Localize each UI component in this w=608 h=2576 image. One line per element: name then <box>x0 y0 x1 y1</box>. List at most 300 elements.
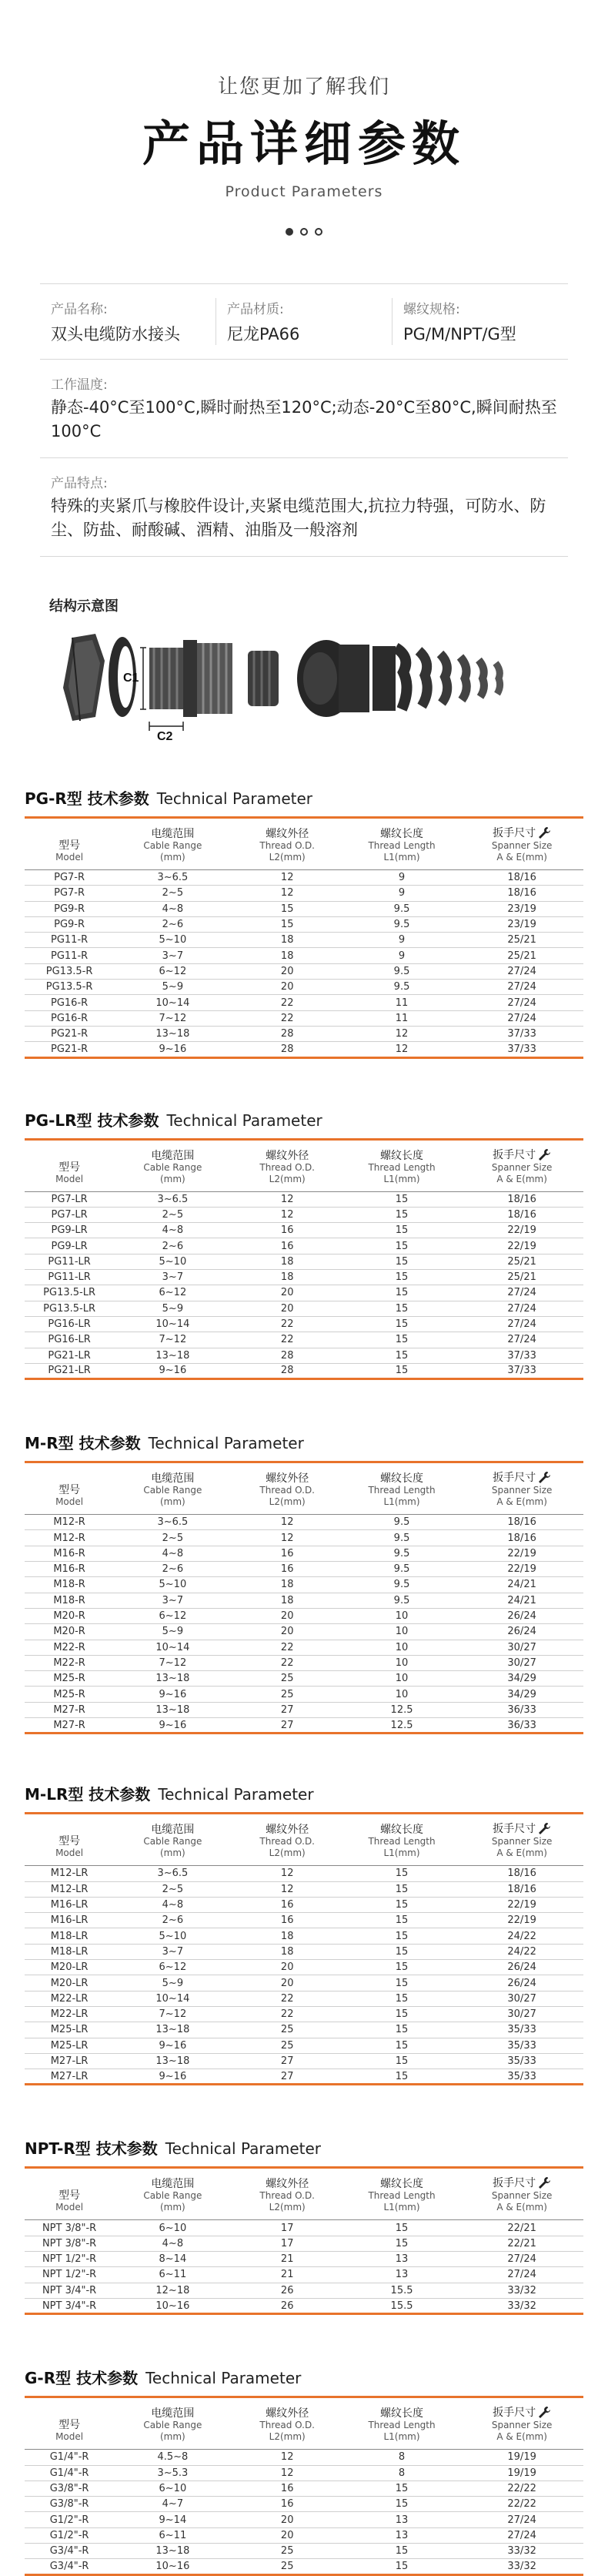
cell-spanner-size: 36/33 <box>460 1702 583 1717</box>
header-spanner-size: 扳手尺寸 Spanner Size A & E(mm) <box>460 2169 583 2220</box>
cell-cable-range: 3~6.5 <box>114 870 231 886</box>
cell-spanner-size: 18/16 <box>460 1881 583 1897</box>
cell-cable-range: 5~9 <box>114 980 231 995</box>
table-row <box>25 1702 583 1717</box>
section-title-en: Technical Parameter <box>158 1785 314 1804</box>
cell-model: PG11-R <box>25 933 114 948</box>
cell-thread-od: 22 <box>232 995 343 1010</box>
rubber-seal-icon <box>248 651 279 706</box>
wrench-icon <box>537 1822 551 1836</box>
cell-model: PG21-LR <box>25 1363 114 1378</box>
cell-model: NPT 1/2"-R <box>25 2267 114 2283</box>
name-value: 双头电缆防水接头 <box>51 325 180 343</box>
cell-thread-length: 9.5 <box>343 1577 460 1593</box>
cell-thread-od: 27 <box>232 2069 343 2085</box>
header-spanner-size: 扳手尺寸 Spanner Size A & E(mm) <box>460 2398 583 2450</box>
cell-thread-length: 10 <box>343 1640 460 1655</box>
cell-model: NPT 3/4"-R <box>25 2298 114 2313</box>
cell-model: NPT 3/8"-R <box>25 2236 114 2251</box>
page-title: 产品详细参数 <box>142 116 466 172</box>
table-row <box>25 963 583 979</box>
table-header <box>25 1141 583 1192</box>
table-row <box>25 901 583 916</box>
cell-spanner-size: 26/24 <box>460 1624 583 1640</box>
cell-model: PG16-R <box>25 1010 114 1026</box>
table-row <box>25 1285 583 1301</box>
cell-thread-length: 15 <box>343 1285 460 1301</box>
cell-model: G3/4"-R <box>25 2559 114 2574</box>
cell-thread-od: 15 <box>232 916 343 932</box>
cell-thread-od: 27 <box>232 2053 343 2069</box>
spec-table <box>25 1141 583 1381</box>
cell-thread-length: 15 <box>343 2497 460 2512</box>
cell-spanner-size: 23/19 <box>460 916 583 932</box>
table-row <box>25 1191 583 1207</box>
cell-cable-range: 7~12 <box>114 1010 231 1026</box>
cell-model: M16-R <box>25 1546 114 1561</box>
cell-thread-od: 20 <box>232 980 343 995</box>
table-row <box>25 2220 583 2236</box>
table-row <box>25 1928 583 1944</box>
cell-thread-od: 25 <box>232 1671 343 1687</box>
cell-model: PG7-R <box>25 870 114 886</box>
table-row <box>25 886 583 901</box>
spec-table <box>25 1463 583 1734</box>
cell-cable-range: 4~8 <box>114 2236 231 2251</box>
cell-cable-range: 13~18 <box>114 1702 231 1717</box>
cell-cable-range: 13~18 <box>114 1671 231 1687</box>
cell-spanner-size: 35/33 <box>460 2053 583 2069</box>
cable-gland-exploded-illustration <box>49 626 557 742</box>
cell-model: M22-R <box>25 1655 114 1670</box>
header-thread-od: 螺纹外径 Thread O.D. L2(mm) <box>232 2169 343 2220</box>
cell-model: M12-LR <box>25 1866 114 1881</box>
cell-thread-od: 28 <box>232 1348 343 1363</box>
lock-nut-icon <box>63 634 105 721</box>
cell-cable-range: 9~16 <box>114 1717 231 1733</box>
cell-spanner-size: 24/22 <box>460 1928 583 1944</box>
c2-label: C2 <box>157 730 173 743</box>
cell-thread-length: 13 <box>343 2527 460 2543</box>
cell-cable-range: 4~8 <box>114 1897 231 1912</box>
section-title <box>25 1108 583 1141</box>
cell-model: M18-LR <box>25 1944 114 1959</box>
table-row <box>25 2450 583 2465</box>
spec-section <box>25 786 583 1059</box>
cell-model: M25-LR <box>25 2038 114 2053</box>
table-row <box>25 1577 583 1593</box>
spec-table <box>25 2398 583 2575</box>
cell-spanner-size: 24/21 <box>460 1593 583 1608</box>
cell-model: PG9-LR <box>25 1238 114 1254</box>
dot <box>300 228 308 236</box>
table-row <box>25 1960 583 1975</box>
cell-cable-range: 9~16 <box>114 1042 231 1057</box>
cell-thread-length: 9.5 <box>343 1530 460 1546</box>
cell-spanner-size: 27/24 <box>460 1285 583 1301</box>
table-row <box>25 1363 583 1378</box>
cell-spanner-size: 24/21 <box>460 1577 583 1593</box>
section-title-en: Technical Parameter <box>145 2369 302 2388</box>
cell-model: M20-LR <box>25 1975 114 1991</box>
table-row <box>25 2022 583 2038</box>
table-row <box>25 1026 583 1041</box>
cell-thread-od: 12 <box>232 1515 343 1530</box>
header-model: 型号 Model <box>25 1814 114 1866</box>
table-row <box>25 948 583 963</box>
header-cable-range: 电缆范围 Cable Range (mm) <box>114 1463 231 1515</box>
gland-body-icon <box>149 640 232 717</box>
cell-thread-length: 9 <box>343 948 460 963</box>
spec-section <box>25 1108 583 1381</box>
cell-spanner-size: 23/19 <box>460 901 583 916</box>
table-row <box>25 2283 583 2298</box>
table-row <box>25 2465 583 2481</box>
table-row <box>25 2559 583 2574</box>
cell-model: M25-LR <box>25 2022 114 2038</box>
cell-thread-od: 20 <box>232 1960 343 1975</box>
table-row <box>25 1316 583 1332</box>
cell-spanner-size: 35/33 <box>460 2069 583 2085</box>
wrench-icon <box>537 1471 551 1485</box>
cell-thread-od: 16 <box>232 1223 343 1238</box>
info-row <box>40 283 568 360</box>
table-header <box>25 819 583 870</box>
header-thread-od: 螺纹外径 Thread O.D. L2(mm) <box>232 819 343 870</box>
info-name <box>40 298 215 345</box>
cell-spanner-size: 22/19 <box>460 1913 583 1928</box>
cell-thread-length: 9 <box>343 886 460 901</box>
table-row <box>25 995 583 1010</box>
cell-thread-length: 11 <box>343 995 460 1010</box>
cell-thread-length: 15 <box>343 1913 460 1928</box>
cell-model: PG13.5-R <box>25 980 114 995</box>
section-title <box>25 1782 583 1814</box>
cell-thread-length: 15 <box>343 2038 460 2053</box>
table-header <box>25 1814 583 1866</box>
cell-thread-length: 15 <box>343 1254 460 1269</box>
cell-spanner-size: 37/33 <box>460 1348 583 1363</box>
table-row <box>25 1608 583 1623</box>
header-thread-length: 螺纹长度 Thread Length L1(mm) <box>343 1141 460 1192</box>
cell-model: M18-R <box>25 1577 114 1593</box>
cell-cable-range: 3~7 <box>114 948 231 963</box>
cell-spanner-size: 27/24 <box>460 2267 583 2283</box>
spec-section <box>25 2366 583 2575</box>
table-row <box>25 1332 583 1348</box>
cell-model: PG11-LR <box>25 1254 114 1269</box>
cell-model: M12-LR <box>25 1881 114 1897</box>
table-row <box>25 2512 583 2527</box>
cell-spanner-size: 27/24 <box>460 995 583 1010</box>
cell-cable-range: 10~16 <box>114 2298 231 2313</box>
cell-model: M22-LR <box>25 2006 114 2022</box>
spec-table <box>25 2169 583 2315</box>
cell-spanner-size: 22/19 <box>460 1897 583 1912</box>
cell-cable-range: 6~12 <box>114 963 231 979</box>
cell-cable-range: 10~14 <box>114 1640 231 1655</box>
cell-thread-length: 9.5 <box>343 1546 460 1561</box>
table-header <box>25 2169 583 2220</box>
cell-cable-range: 6~12 <box>114 1608 231 1623</box>
table-row <box>25 1975 583 1991</box>
cell-cable-range: 13~18 <box>114 2022 231 2038</box>
table-row <box>25 1593 583 1608</box>
structure-title: 结构示意图 <box>49 598 119 615</box>
cell-cable-range: 13~18 <box>114 1026 231 1041</box>
cell-thread-length: 15 <box>343 2481 460 2496</box>
cell-model: PG21-LR <box>25 1348 114 1363</box>
section-title <box>25 1431 583 1463</box>
cell-model: M25-R <box>25 1687 114 1702</box>
cell-model: M20-R <box>25 1608 114 1623</box>
carousel-dots <box>0 228 608 236</box>
hero-header <box>0 0 608 236</box>
cell-thread-od: 12 <box>232 870 343 886</box>
cell-model: PG7-LR <box>25 1207 114 1222</box>
header-spanner-size: 扳手尺寸 Spanner Size A & E(mm) <box>460 1814 583 1866</box>
cell-model: PG7-LR <box>25 1191 114 1207</box>
table-row <box>25 1223 583 1238</box>
header-cable-range: 电缆范围 Cable Range (mm) <box>114 2398 231 2450</box>
table-row <box>25 980 583 995</box>
cell-thread-length: 15 <box>343 1363 460 1378</box>
cell-cable-range: 6~10 <box>114 2220 231 2236</box>
cell-model: G1/4"-R <box>25 2450 114 2465</box>
cell-model: M12-R <box>25 1530 114 1546</box>
cell-cable-range: 13~18 <box>114 2053 231 2069</box>
cell-model: M27-R <box>25 1717 114 1733</box>
cell-thread-od: 20 <box>232 1975 343 1991</box>
cell-model: PG16-R <box>25 995 114 1010</box>
cell-thread-length: 13 <box>343 2512 460 2527</box>
cell-model: PG16-LR <box>25 1316 114 1332</box>
cell-model: M20-LR <box>25 1960 114 1975</box>
cell-thread-length: 8 <box>343 2450 460 2465</box>
cell-thread-length: 13 <box>343 2267 460 2283</box>
cell-thread-od: 16 <box>232 2497 343 2512</box>
cell-thread-length: 15 <box>343 1316 460 1332</box>
thread-label: 螺纹规格: <box>403 302 460 317</box>
header-model: 型号 Model <box>25 819 114 870</box>
cell-thread-length: 9 <box>343 933 460 948</box>
cell-cable-range: 3~7 <box>114 1270 231 1285</box>
cell-thread-od: 16 <box>232 1238 343 1254</box>
cell-thread-length: 10 <box>343 1624 460 1640</box>
cell-spanner-size: 34/29 <box>460 1687 583 1702</box>
cell-spanner-size: 27/24 <box>460 1301 583 1316</box>
cell-model: NPT 3/8"-R <box>25 2220 114 2236</box>
cell-model: PG13.5-LR <box>25 1301 114 1316</box>
cell-thread-length: 15 <box>343 1866 460 1881</box>
cell-model: PG7-R <box>25 886 114 901</box>
header-thread-length: 螺纹长度 Thread Length L1(mm) <box>343 1463 460 1515</box>
cell-thread-od: 12 <box>232 2450 343 2465</box>
cell-thread-od: 25 <box>232 2038 343 2053</box>
dot-active <box>286 228 293 236</box>
table-row <box>25 933 583 948</box>
header-cable-range: 电缆范围 Cable Range (mm) <box>114 1141 231 1192</box>
spec-table <box>25 1814 583 2085</box>
cell-spanner-size: 30/27 <box>460 1655 583 1670</box>
cell-model: M12-R <box>25 1515 114 1530</box>
cell-thread-od: 18 <box>232 933 343 948</box>
table-row <box>25 1913 583 1928</box>
cell-thread-length: 12.5 <box>343 1717 460 1733</box>
cell-model: G3/4"-R <box>25 2544 114 2559</box>
header-thread-length: 螺纹长度 Thread Length L1(mm) <box>343 2398 460 2450</box>
cell-spanner-size: 24/22 <box>460 1944 583 1959</box>
header-thread-od: 螺纹外径 Thread O.D. L2(mm) <box>232 1814 343 1866</box>
spec-tables <box>0 786 608 2576</box>
name-label: 产品名称: <box>51 302 108 317</box>
cell-spanner-size: 30/27 <box>460 1991 583 2006</box>
cell-spanner-size: 22/19 <box>460 1562 583 1577</box>
table-header <box>25 2398 583 2450</box>
table-row <box>25 2544 583 2559</box>
cell-cable-range: 9~14 <box>114 2512 231 2527</box>
cell-thread-od: 28 <box>232 1042 343 1057</box>
cell-cable-range: 5~9 <box>114 1301 231 1316</box>
cell-cable-range: 10~14 <box>114 995 231 1010</box>
cell-thread-length: 15 <box>343 2022 460 2038</box>
cell-model: M16-R <box>25 1562 114 1577</box>
cell-thread-length: 10 <box>343 1671 460 1687</box>
cell-cable-range: 9~16 <box>114 1687 231 1702</box>
cell-thread-od: 16 <box>232 1897 343 1912</box>
cell-model: PG9-R <box>25 916 114 932</box>
table-row <box>25 2527 583 2543</box>
header-cable-range: 电缆范围 Cable Range (mm) <box>114 819 231 870</box>
info-thread <box>392 298 568 345</box>
cell-cable-range: 6~12 <box>114 1960 231 1975</box>
cell-thread-length: 15.5 <box>343 2298 460 2313</box>
cell-thread-length: 15 <box>343 1238 460 1254</box>
table-row <box>25 2053 583 2069</box>
cell-thread-od: 22 <box>232 1655 343 1670</box>
section-title-cn: M-LR型 技术参数 <box>25 1785 151 1804</box>
cell-model: G3/8"-R <box>25 2497 114 2512</box>
cell-thread-od: 27 <box>232 1702 343 1717</box>
cell-model: M22-LR <box>25 1991 114 2006</box>
table-row <box>25 1624 583 1640</box>
table-row <box>25 1655 583 1670</box>
section-title-cn: PG-R型 技术参数 <box>25 789 149 808</box>
cell-thread-length: 15 <box>343 1191 460 1207</box>
cell-model: NPT 1/2"-R <box>25 2252 114 2267</box>
cell-thread-od: 22 <box>232 1991 343 2006</box>
cell-thread-od: 26 <box>232 2298 343 2313</box>
cell-model: G1/2"-R <box>25 2512 114 2527</box>
temp-value: 静态-40°C至100°C,瞬时耐热至120°C;动态-20°C至80°C,瞬间耐热至100°C <box>51 398 557 440</box>
cell-spanner-size: 27/24 <box>460 2527 583 2543</box>
spec-section <box>25 1782 583 2085</box>
cell-cable-range: 13~18 <box>114 2544 231 2559</box>
table-row <box>25 1881 583 1897</box>
cell-thread-od: 18 <box>232 1254 343 1269</box>
table-row <box>25 1717 583 1733</box>
table-row <box>25 1671 583 1687</box>
cell-thread-od: 20 <box>232 1608 343 1623</box>
cell-cable-range: 3~6.5 <box>114 1515 231 1530</box>
cell-thread-length: 15 <box>343 1332 460 1348</box>
section-title-cn: PG-LR型 技术参数 <box>25 1110 159 1130</box>
structure-diagram <box>49 595 608 745</box>
header-model: 型号 Model <box>25 1141 114 1192</box>
cell-spanner-size: 26/24 <box>460 1608 583 1623</box>
table-row <box>25 1944 583 1959</box>
section-title-en: Technical Parameter <box>148 1434 304 1453</box>
cell-model: PG13.5-LR <box>25 1285 114 1301</box>
section-title-cn: M-R型 技术参数 <box>25 1434 141 1453</box>
thread-value: PG/M/NPT/G型 <box>403 325 516 343</box>
cell-cable-range: 3~7 <box>114 1944 231 1959</box>
header-thread-length: 螺纹长度 Thread Length L1(mm) <box>343 2169 460 2220</box>
cell-spanner-size: 27/24 <box>460 963 583 979</box>
table-row <box>25 1515 583 1530</box>
cap-nut-icon <box>297 640 369 717</box>
cell-cable-range: 4~8 <box>114 1546 231 1561</box>
cell-thread-od: 12 <box>232 1207 343 1222</box>
cell-spanner-size: 18/16 <box>460 1191 583 1207</box>
cell-cable-range: 2~5 <box>114 1530 231 1546</box>
cell-thread-od: 20 <box>232 963 343 979</box>
cell-thread-od: 28 <box>232 1363 343 1378</box>
table-row <box>25 2497 583 2512</box>
cell-model: PG11-R <box>25 948 114 963</box>
cell-cable-range: 6~12 <box>114 1285 231 1301</box>
cell-thread-od: 27 <box>232 1717 343 1733</box>
table-row <box>25 1897 583 1912</box>
cell-model: PG11-LR <box>25 1270 114 1285</box>
info-material <box>215 298 392 345</box>
cell-cable-range: 10~14 <box>114 1316 231 1332</box>
section-title <box>25 2366 583 2398</box>
cell-spanner-size: 22/22 <box>460 2481 583 2496</box>
cell-spanner-size: 33/32 <box>460 2298 583 2313</box>
cell-thread-length: 9.5 <box>343 1593 460 1608</box>
cell-spanner-size: 22/19 <box>460 1223 583 1238</box>
cell-cable-range: 13~18 <box>114 1348 231 1363</box>
section-title-en: Technical Parameter <box>165 2139 322 2159</box>
cell-cable-range: 6~11 <box>114 2527 231 2543</box>
table-row <box>25 1348 583 1363</box>
cell-spanner-size: 33/32 <box>460 2559 583 2574</box>
material-label: 产品材质: <box>227 302 284 317</box>
cell-thread-length: 15 <box>343 1960 460 1975</box>
dot <box>315 228 322 236</box>
header-model: 型号 Model <box>25 2398 114 2450</box>
table-row <box>25 1640 583 1655</box>
cell-thread-length: 9.5 <box>343 1562 460 1577</box>
wrench-icon <box>537 2406 551 2420</box>
cell-spanner-size: 37/33 <box>460 1026 583 1041</box>
cell-thread-length: 11 <box>343 1010 460 1026</box>
cell-thread-length: 9.5 <box>343 980 460 995</box>
cell-spanner-size: 18/16 <box>460 870 583 886</box>
cell-spanner-size: 18/16 <box>460 886 583 901</box>
cell-spanner-size: 22/21 <box>460 2220 583 2236</box>
feature-label: 产品特点: <box>51 476 108 491</box>
cell-thread-od: 20 <box>232 1285 343 1301</box>
cell-spanner-size: 27/24 <box>460 980 583 995</box>
table-row <box>25 1254 583 1269</box>
cell-thread-length: 15 <box>343 1897 460 1912</box>
spec-table <box>25 819 583 1059</box>
table-header <box>25 1463 583 1515</box>
cell-thread-od: 15 <box>232 901 343 916</box>
cell-spanner-size: 34/29 <box>460 1671 583 1687</box>
